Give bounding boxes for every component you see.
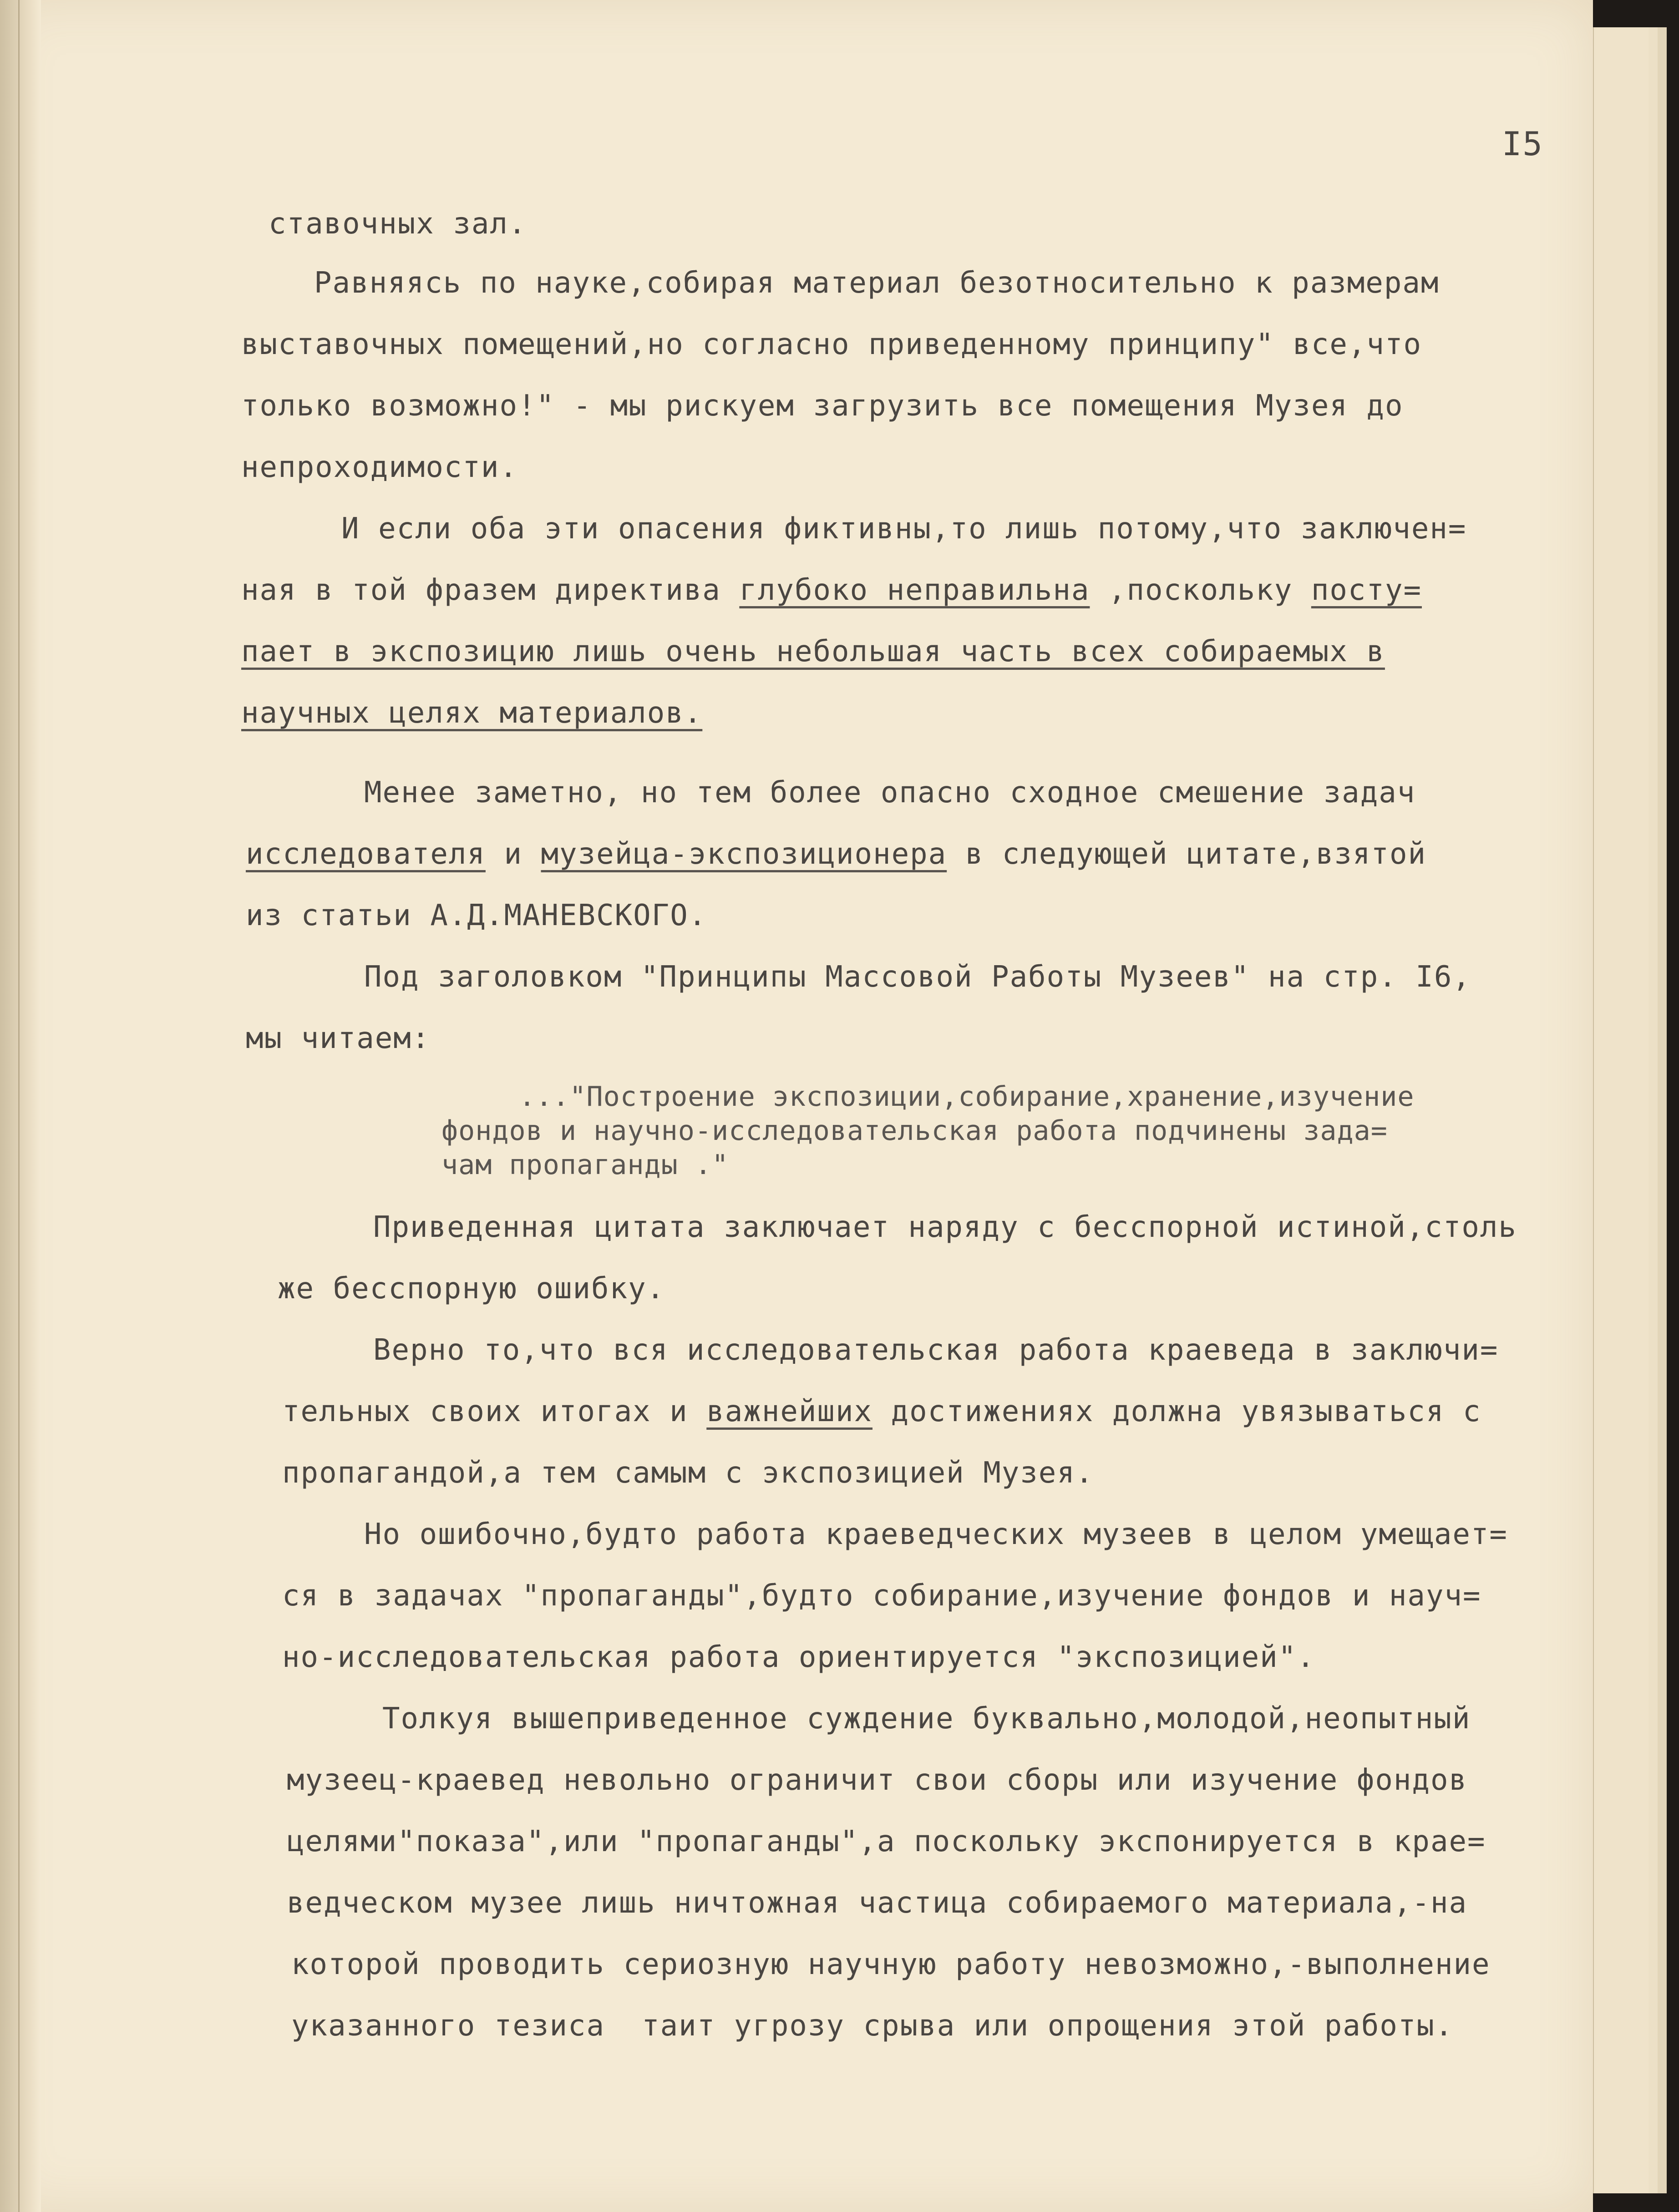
line-text: ся в задачах "пропаганды",будто собирание,изучение фондов и науч= [282,1579,1481,1613]
line-text: мы читаем: [246,1022,431,1055]
line-text: Толкуя вышеприведенное суждение буквально,молодой,неопытный [382,1702,1471,1736]
line-text: и [485,837,541,871]
text-line [241,637,1385,666]
text-line [341,512,1467,546]
text-line [278,1272,665,1306]
line-text: только возможно!" - мы рискуем загрузить все помещения Музея до [241,389,1404,423]
line-text: Приведенная цитата заключает наряду с бесспорной истиной,столь [373,1210,1517,1244]
binding-line [18,0,20,2212]
line-text: Равняясь по науке,собирая материал безотносительно к размерам [314,266,1440,300]
text-line [246,901,707,930]
text-line [441,1115,1388,1147]
line-text: ставочных зал. [269,207,527,241]
text-line [291,2009,1454,2043]
line-text: чам пропаганды ." [441,1149,729,1181]
line-text: выставочных помещений,но согласно приведенному принципу" все,что [241,328,1422,361]
underlined-text: музейца-экспозиционера [541,837,947,871]
text-line [241,696,703,730]
text-line [241,330,1422,359]
underlined-text: посту= [1311,573,1422,607]
page-edge [1593,27,1649,2193]
line-text: пропагандой,а тем самым с экспозицией Музея. [282,1456,1094,1490]
line-text: ная в той фразем директива [241,573,740,607]
text-line [287,1888,1467,1918]
text-line [364,1520,1508,1549]
underlined-text: исследователя [246,837,486,871]
text-line [282,1397,1481,1426]
line-text: но-исследовательская работа ориентируется "экспозицией". [282,1640,1315,1674]
text-line [282,1579,1481,1613]
binding-fold [0,0,41,2212]
text-line [373,1333,1499,1367]
line-text: в следующей цитате,взятой [947,837,1426,871]
line-text: Менее заметно, но тем более опасно сходное смешение задач [364,776,1416,810]
text-line [246,1024,430,1053]
line-text: Но ошибочно,будто работа краеведческих музеев в целом умещает= [364,1518,1508,1551]
text-line [382,1702,1471,1736]
line-text: тельных своих итогах и [282,1395,707,1428]
line-text: ,поскольку [1090,573,1311,607]
page-number: I5 [1502,125,1543,163]
line-text: фондов и научно-исследовательская работа подчинены зада= [441,1115,1388,1147]
text-line [364,962,1471,992]
line-text: И если оба эти опасения фиктивны,то лишь потому,что заключен= [341,512,1467,546]
text-line [282,1458,1094,1488]
line-text: целями"показа",или "пропаганды",а поскольку экспонируется в крае= [287,1825,1486,1858]
line-text: ..."Построение экспозиции,собирание,хранение,изучение [519,1081,1415,1113]
text-line [282,1640,1315,1674]
line-text: музеец-краевед невольно ограничит свои сборы или изучение фондов [287,1763,1467,1797]
line-text: которой проводить сериозную научную работу невозможно,-выполнение [291,1948,1491,1981]
line-text: ведческом музее лишь ничтожная частица собираемого материала,-на [287,1886,1467,1920]
line-text: Под заголовком "Принципы Массовой Работы Музеев" на стр. I6, [364,960,1471,994]
text-line [364,776,1416,810]
underlined-text: важнейших [706,1395,872,1428]
text-line [241,573,1422,607]
text-line [373,1210,1517,1244]
text-line [519,1081,1415,1113]
text-line [287,1827,1486,1856]
line-text: Верно то,что вся исследовательская работа краеведа в заключи= [373,1333,1499,1367]
line-text: из статьи А.Д.МАНЕВСКОГО. [246,899,707,932]
text-line [287,1763,1467,1797]
line-text: непроходимости. [241,450,518,484]
underlined-text: пает в экспозицию лишь очень небольшая часть всех собираемых в [241,635,1385,668]
line-text: достижениях должна увязываться с [872,1395,1481,1428]
text-line [269,207,527,241]
text-line [241,450,518,484]
text-line [291,1950,1491,1979]
text-line [314,268,1439,298]
line-text: же бесспорную ошибку. [278,1272,665,1306]
text-line [441,1151,729,1179]
underlined-text: научных целях материалов. [241,696,703,730]
line-text: указанного тезиса таит угрозу срыва или опрощения этой работы. [291,2009,1454,2043]
underlined-text: глубоко неправильна [739,573,1090,607]
text-line [241,389,1404,423]
text-line [246,837,1426,871]
